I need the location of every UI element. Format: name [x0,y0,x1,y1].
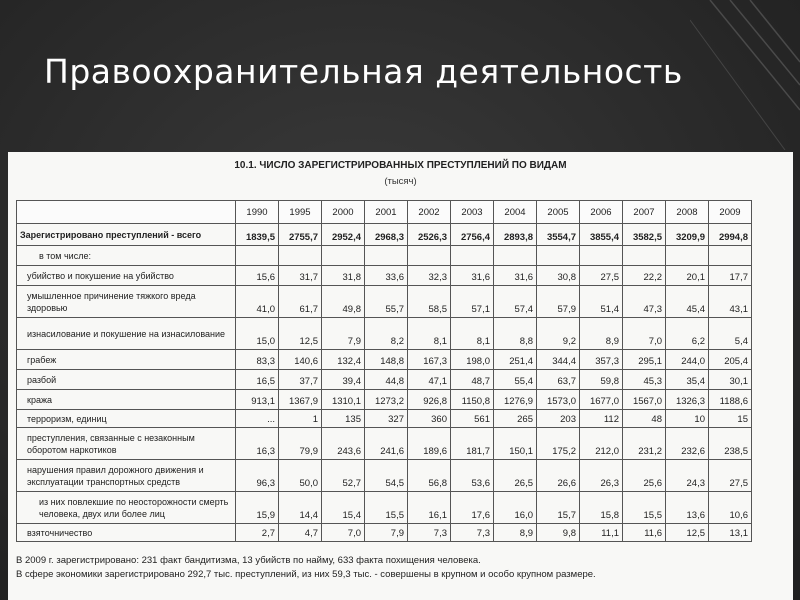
value-cell: 6,2 [666,318,709,350]
value-cell: 27,5 [580,266,623,286]
footnotes [16,554,596,582]
year-header: 2007 [623,201,666,224]
value-cell: 52,7 [322,460,365,492]
value-cell: 135 [322,410,365,428]
value-cell: 59,8 [580,370,623,390]
value-cell: 7,3 [408,524,451,542]
row-label: из них повлекшие по неосторожности смерть человека, двух или более лиц [17,492,236,524]
row-label: преступления, связанные с незаконным оборотом наркотиков [17,428,236,460]
value-cell: 7,0 [623,318,666,350]
corner-cell [17,201,236,224]
value-cell [709,246,752,266]
year-header: 2001 [365,201,408,224]
value-cell: 3209,9 [666,224,709,246]
value-cell: 37,7 [279,370,322,390]
value-cell: 11,1 [580,524,623,542]
value-cell: 8,2 [365,318,408,350]
value-cell: 15 [709,410,752,428]
value-cell: 1273,2 [365,390,408,410]
value-cell: 39,4 [322,370,365,390]
value-cell: 31,7 [279,266,322,286]
value-cell: 53,6 [451,460,494,492]
value-cell [322,246,365,266]
year-header: 2008 [666,201,709,224]
value-cell: 344,4 [537,350,580,370]
value-cell: 2,7 [236,524,279,542]
value-cell [365,246,408,266]
value-cell: 35,4 [666,370,709,390]
year-header: 2004 [494,201,537,224]
value-cell: 8,8 [494,318,537,350]
value-cell: 9,8 [537,524,580,542]
value-cell: 43,1 [709,286,752,318]
value-cell: 13,6 [666,492,709,524]
value-cell: 8,9 [580,318,623,350]
value-cell: 20,1 [666,266,709,286]
row-label: умышленное причинение тяжкого вреда здоровью [17,286,236,318]
value-cell: 30,1 [709,370,752,390]
value-cell: 7,0 [322,524,365,542]
row-label: взяточничество [17,524,236,542]
value-cell: 150,1 [494,428,537,460]
value-cell: 2968,3 [365,224,408,246]
value-cell [537,246,580,266]
value-cell [408,246,451,266]
value-cell: 48,7 [451,370,494,390]
value-cell: 16,1 [408,492,451,524]
table-row [17,350,752,370]
value-cell: 26,6 [537,460,580,492]
value-cell: 26,3 [580,460,623,492]
value-cell: 1150,8 [451,390,494,410]
slide-title: Правоохранительная деятельность [44,52,683,91]
value-cell: 1188,6 [709,390,752,410]
value-cell: 4,7 [279,524,322,542]
value-cell [451,246,494,266]
value-cell [580,246,623,266]
value-cell: 45,4 [666,286,709,318]
value-cell: 17,7 [709,266,752,286]
value-cell: 198,0 [451,350,494,370]
value-cell: 54,5 [365,460,408,492]
value-cell: 63,7 [537,370,580,390]
table-row [17,492,752,524]
value-cell: 33,6 [365,266,408,286]
table-units: (тысяч) [384,176,417,187]
value-cell: 61,7 [279,286,322,318]
value-cell: 357,3 [580,350,623,370]
value-cell: 926,8 [408,390,451,410]
value-cell: 189,6 [408,428,451,460]
value-cell: 2893,8 [494,224,537,246]
year-header: 2005 [537,201,580,224]
value-cell: 148,8 [365,350,408,370]
value-cell: 79,9 [279,428,322,460]
value-cell: 913,1 [236,390,279,410]
footnote: В сфере экономики зарегистрировано 292,7 тыс. преступлений, из них 59,3 тыс. - совершены в крупном и особо крупном размере. [16,569,596,580]
row-label: разбой [17,370,236,390]
table-heading: 10.1. ЧИСЛО ЗАРЕГИСТРИРОВАННЫХ ПРЕСТУПЛЕНИЙ ПО ВИДАМ [234,160,567,171]
value-cell: 45,3 [623,370,666,390]
value-cell: 17,6 [451,492,494,524]
value-cell: 7,9 [322,318,365,350]
table-row [17,370,752,390]
value-cell: 47,1 [408,370,451,390]
year-header: 1990 [236,201,279,224]
table-row [17,460,752,492]
value-cell: 10 [666,410,709,428]
value-cell: 8,1 [451,318,494,350]
value-cell: 2526,3 [408,224,451,246]
value-cell: 140,6 [279,350,322,370]
value-cell: 238,5 [709,428,752,460]
value-cell: 2994,8 [709,224,752,246]
value-cell: 15,8 [580,492,623,524]
value-cell: 83,3 [236,350,279,370]
value-cell: 13,1 [709,524,752,542]
value-cell: 1 [279,410,322,428]
value-cell: 57,4 [494,286,537,318]
value-cell: 244,0 [666,350,709,370]
value-cell: 8,9 [494,524,537,542]
value-cell: 58,5 [408,286,451,318]
value-cell: 44,8 [365,370,408,390]
value-cell: 16,0 [494,492,537,524]
value-cell: 56,8 [408,460,451,492]
value-cell: 132,4 [322,350,365,370]
value-cell: 26,5 [494,460,537,492]
year-header: 2006 [580,201,623,224]
value-cell: 25,6 [623,460,666,492]
value-cell: 265 [494,410,537,428]
value-cell: 203 [537,410,580,428]
value-cell: 15,5 [365,492,408,524]
value-cell: 181,7 [451,428,494,460]
table-row [17,266,752,286]
table-row [17,286,752,318]
table-row [17,318,752,350]
year-header: 2002 [408,201,451,224]
table-row [17,224,752,246]
value-cell [666,246,709,266]
corner-decoration [690,0,800,150]
table-row [17,390,752,410]
document-scan [8,152,793,600]
value-cell: 31,8 [322,266,365,286]
value-cell: 10,6 [709,492,752,524]
footnote: В 2009 г. зарегистрировано: 231 факт бандитизма, 13 убийств по найму, 633 факта похищения человека. [16,555,481,566]
value-cell: 212,0 [580,428,623,460]
table-row [17,246,752,266]
value-cell: 5,4 [709,318,752,350]
value-cell: 15,7 [537,492,580,524]
value-cell: 48 [623,410,666,428]
row-label: нарушения правил дорожного движения и эксплуатации транспортных средств [17,460,236,492]
value-cell: 27,5 [709,460,752,492]
value-cell: 9,2 [537,318,580,350]
value-cell: 15,0 [236,318,279,350]
value-cell: 7,3 [451,524,494,542]
year-header: 2009 [709,201,752,224]
value-cell: 11,6 [623,524,666,542]
value-cell: 251,4 [494,350,537,370]
value-cell: 205,4 [709,350,752,370]
value-cell: 112 [580,410,623,428]
value-cell: 327 [365,410,408,428]
value-cell: 2952,4 [322,224,365,246]
row-label: грабеж [17,350,236,370]
value-cell: 14,4 [279,492,322,524]
value-cell: 24,3 [666,460,709,492]
value-cell: 360 [408,410,451,428]
value-cell: 295,1 [623,350,666,370]
value-cell: 1310,1 [322,390,365,410]
value-cell: 1677,0 [580,390,623,410]
value-cell: 31,6 [494,266,537,286]
value-cell: 57,9 [537,286,580,318]
value-cell: 41,0 [236,286,279,318]
value-cell [494,246,537,266]
value-cell: 2755,7 [279,224,322,246]
value-cell: 55,7 [365,286,408,318]
value-cell: 167,3 [408,350,451,370]
value-cell: 7,9 [365,524,408,542]
table-row [17,524,752,542]
row-label: изнасилование и покушение на изнасилование [17,318,236,350]
value-cell: 16,5 [236,370,279,390]
value-cell: 57,1 [451,286,494,318]
value-cell: 32,3 [408,266,451,286]
value-cell: 1276,9 [494,390,537,410]
row-label: кража [17,390,236,410]
value-cell [236,246,279,266]
row-label: в том числе: [17,246,236,266]
value-cell: 3582,5 [623,224,666,246]
year-header: 2003 [451,201,494,224]
value-cell: 1326,3 [666,390,709,410]
value-cell: 55,4 [494,370,537,390]
value-cell: 8,1 [408,318,451,350]
value-cell: 51,4 [580,286,623,318]
value-cell: 49,8 [322,286,365,318]
value-cell: 12,5 [666,524,709,542]
value-cell: 241,6 [365,428,408,460]
value-cell: 15,9 [236,492,279,524]
value-cell: 1573,0 [537,390,580,410]
row-label: убийство и покушение на убийство [17,266,236,286]
value-cell: 1839,5 [236,224,279,246]
row-label: терроризм, единиц [17,410,236,428]
value-cell: 30,8 [537,266,580,286]
value-cell: 96,3 [236,460,279,492]
value-cell: 15,4 [322,492,365,524]
value-cell: 16,3 [236,428,279,460]
table-row [17,428,752,460]
value-cell: 243,6 [322,428,365,460]
value-cell: 231,2 [623,428,666,460]
value-cell: 22,2 [623,266,666,286]
value-cell: 175,2 [537,428,580,460]
value-cell: 561 [451,410,494,428]
value-cell: 1367,9 [279,390,322,410]
value-cell: 15,6 [236,266,279,286]
value-cell: ... [236,410,279,428]
value-cell: 50,0 [279,460,322,492]
row-label: Зарегистрировано преступлений - всего [17,224,236,246]
crime-statistics-table [16,200,752,542]
value-cell [279,246,322,266]
value-cell: 3855,4 [580,224,623,246]
value-cell: 232,6 [666,428,709,460]
year-header: 1995 [279,201,322,224]
value-cell: 12,5 [279,318,322,350]
table-row [17,410,752,428]
value-cell: 1567,0 [623,390,666,410]
value-cell: 2756,4 [451,224,494,246]
year-header-row [17,201,752,224]
value-cell: 15,5 [623,492,666,524]
year-header: 2000 [322,201,365,224]
value-cell [623,246,666,266]
value-cell: 3554,7 [537,224,580,246]
value-cell: 47,3 [623,286,666,318]
value-cell: 31,6 [451,266,494,286]
